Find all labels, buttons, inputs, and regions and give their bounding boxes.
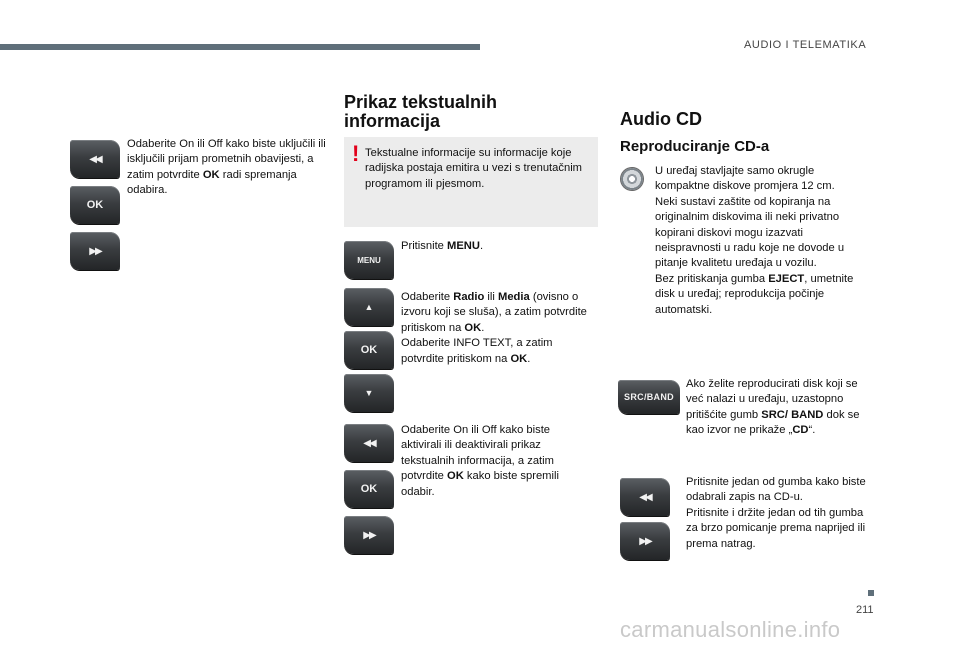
ok-label: OK	[86, 199, 104, 211]
ok-button-2[interactable]	[344, 331, 394, 369]
step-select-source: Odaberite Radio ili Media (ovisno o izvoru koji se sluša), a zatim potvrdite pritiskom na OK. Odaberite INFO TEXT, a zatim potvrdite pritiskom na OK.	[401, 291, 587, 365]
previous-track-button[interactable]	[620, 478, 670, 516]
exclamation-icon: !	[352, 141, 360, 166]
src-band-button[interactable]	[618, 380, 680, 414]
left-instruction: Odaberite On ili Off kako biste uključili ili isključili prijam prometnih obavijesti, a zatim potvrdite OK radi spremanja odabira.	[127, 138, 326, 197]
fast-forward-icon: ▶▶	[639, 535, 651, 547]
previous-button-2[interactable]	[344, 424, 394, 462]
step-menu: Pritisnite MENU.	[401, 240, 484, 252]
next-button-2[interactable]	[344, 516, 394, 554]
text-info-title: Prikaz tekstualnih informacija	[344, 92, 498, 131]
ok-label: OK	[360, 483, 378, 495]
src-band-label: SRC/BAND	[624, 392, 674, 402]
next-button[interactable]	[70, 232, 120, 270]
menu-label: MENU	[357, 255, 381, 265]
ok-button[interactable]	[70, 186, 120, 224]
step-toggle-text: Odaberite On ili Off kako biste aktivirali ili deaktivirali prikaz tekstualnih informacija, a zatim potvrdite OK kako biste spremili odabir.	[401, 424, 559, 498]
notice-text: Tekstualne informacije su informacije koje radijska postaja emitira u vezi s trenutačnim programom ili pjesmom.	[365, 147, 583, 190]
audio-cd-title: Audio CD	[620, 109, 702, 129]
fast-forward-icon: ▶▶	[363, 529, 375, 541]
rewind-icon: ◀◀	[89, 153, 101, 165]
play-cd-subtitle: Reproduciranje CD-a	[620, 138, 770, 155]
up-button[interactable]	[344, 288, 394, 326]
arrow-down-icon: ▼	[364, 388, 374, 398]
next-track-button[interactable]	[620, 522, 670, 560]
cd-icon	[621, 168, 643, 190]
ok-button-3[interactable]	[344, 470, 394, 508]
track-instructions: Pritisnite jedan od gumba kako biste odabrali zapis na CD-u. Pritisnite i držite jedan od tih gumba za brzo pomicanje prema naprijed ili prema natrag.	[686, 476, 866, 550]
rewind-icon: ◀◀	[639, 491, 651, 503]
section-title: AUDIO I TELEMATIKA	[744, 39, 867, 51]
arrow-up-icon: ▲	[364, 302, 374, 312]
header-bar	[0, 44, 480, 50]
down-button[interactable]	[344, 374, 394, 412]
page-number: 211	[856, 604, 874, 616]
src-instructions: Ako želite reproducirati disk koji se već nalazi u uređaju, uzastopno pritišćite gumb SRC/ BAND dok se kao izvor ne prikaže „CD“.	[686, 378, 860, 437]
previous-button[interactable]	[70, 140, 120, 178]
ok-label: OK	[360, 344, 378, 356]
rewind-icon: ◀◀	[363, 437, 375, 449]
cd-instructions: U uređaj stavljajte samo okrugle kompaktne diskove promjera 12 cm. Neki sustavi zaštite od kopiranja na originalnim diskovima ili neki privatno kopirani diskovi mogu izazvati neispravnosti u radu koje ne dovode u pitanje kvalitetu uređaja u vozilu. Bez pritiskanja gumba EJECT, umetnite disk u uređaj; reprodukcija počinje automatski.	[655, 165, 854, 316]
watermark: carmanualsonline.info	[620, 617, 841, 642]
fast-forward-icon: ▶▶	[89, 245, 101, 257]
menu-button[interactable]	[344, 241, 394, 279]
page-marker	[868, 590, 874, 596]
